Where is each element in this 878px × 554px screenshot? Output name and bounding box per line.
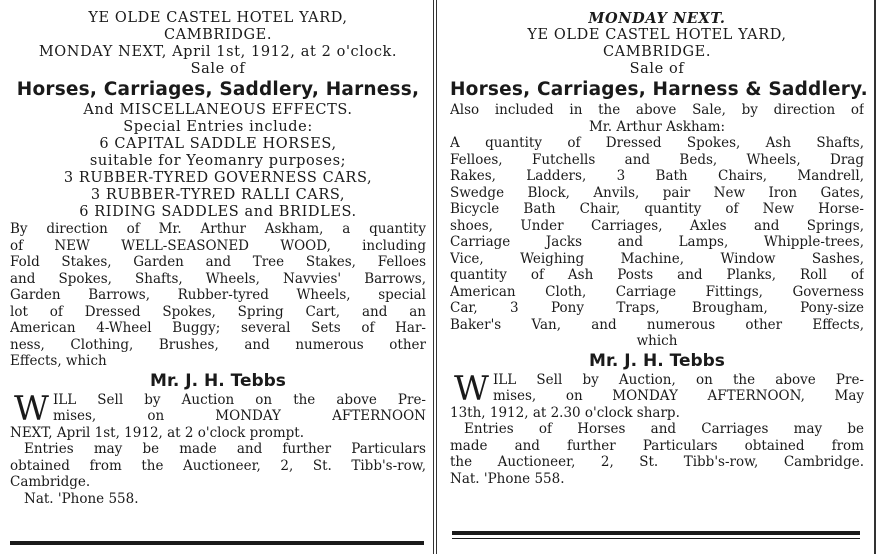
sell-line: 13th, 1912, at 2.30 o'clock sharp.: [450, 404, 680, 421]
note-line: made and further Particulars obtained from: [450, 437, 864, 454]
body-line: American 4-Wheel Buggy; several Sets of Har-: [10, 320, 426, 336]
right-border: [874, 0, 876, 554]
left-entry-item: 3 RUBBER-TYRED GOVERNESS CARS,: [63, 170, 373, 186]
body-line: Baker's Van, and numerous other Effects,: [450, 316, 864, 333]
sell-line: ILL Sell by Auction on the above Pre-: [52, 391, 426, 408]
left-entry-item: 6 RIDING SADDLES and BRIDLES.: [79, 204, 357, 220]
body-line: Vice, Weighing Machine, Window Sashes,: [450, 250, 864, 267]
note-line: Entries may be made and further Particulars: [24, 441, 426, 457]
body-line: Bicycle Bath Chair, quantity of New Horse-: [450, 201, 864, 217]
left-auctioneer-name: Mr. J. H. Tebbs: [150, 370, 286, 391]
body-line: lot of Dressed Spokes, Spring Cart, and an: [10, 303, 426, 320]
right-city: CAMBRIDGE.: [602, 44, 712, 60]
body-line: Carriage Jacks and Lamps, Whipple-trees,: [450, 234, 864, 250]
column-divider: [433, 0, 437, 554]
right-headline: Horses, Carriages, Harness & Saddlery.: [450, 79, 868, 100]
right-sale-of: Sale of: [629, 61, 685, 77]
left-entry-item: suitable for Yeomanry purposes;: [89, 153, 347, 169]
left-misc-effects: And MISCELLANEOUS EFFECTS.: [83, 102, 353, 118]
left-advertisement: [0, 0, 434, 554]
body-line: shoes, Under Carriages, Axles and Springs,: [450, 217, 864, 234]
left-phone: Nat. 'Phone 558.: [24, 490, 139, 507]
body-line: Swedge Block, Anvils, pair New Iron Gates,: [450, 184, 864, 201]
left-bottom-rule: [10, 541, 424, 545]
body-line: Garden Barrows, Rubber-tyred Wheels, special: [10, 287, 426, 303]
left-body-text: [10, 221, 426, 370]
right-bottom-rule: [452, 531, 860, 535]
right-askham: Mr. Arthur Askham:: [588, 118, 726, 135]
right-auctioneer-name: Mr. J. H. Tebbs: [589, 350, 725, 371]
left-dropcap: W: [14, 388, 49, 429]
sell-line: ILL Sell by Auction, on the above Pre-: [492, 371, 864, 388]
body-line: American Cloth, Carriage Fittings, Governess: [450, 283, 864, 300]
right-venue: YE OLDE CASTEL HOTEL YARD,: [527, 27, 787, 43]
body-line: A quantity of Dressed Spokes, Ash Shafts,: [450, 135, 864, 151]
body-line: Car, 3 Pony Traps, Brougham, Pony-size: [450, 300, 864, 316]
left-sale-of: Sale of: [190, 61, 246, 77]
note-line: Entries of Horses and Carriages may be: [464, 421, 864, 437]
left-entry-item: 3 RUBBER-TYRED RALLI CARS,: [90, 187, 346, 203]
body-line: By direction of Mr. Arthur Askham, a quantity: [10, 221, 426, 237]
sell-line: mises, on MONDAY AFTERNOON, May: [492, 388, 864, 404]
body-line: Effects, which: [10, 353, 107, 369]
left-city: CAMBRIDGE.: [163, 27, 273, 43]
body-line: which: [636, 333, 678, 349]
left-headline: Horses, Carriages, Saddlery, Harness,: [16, 79, 420, 100]
note-line: the Auctioneer, 2, St. Tibb's-row, Cambridge.: [450, 454, 864, 470]
left-special-entries: Special Entries include:: [123, 119, 313, 135]
right-also-included: Also included in the above Sale, by direction of: [450, 102, 864, 118]
right-phone: Nat. 'Phone 558.: [450, 470, 565, 487]
note-line: Cambridge.: [10, 474, 91, 490]
body-line: Rakes, Ladders, 3 Bath Chairs, Mandrell,: [450, 168, 864, 184]
right-bottom-thin-rule: [452, 538, 860, 539]
left-sell-notice: [10, 388, 426, 442]
body-line: quantity of Ash Posts and Planks, Roll of: [450, 267, 864, 283]
right-entries-note: [450, 421, 864, 471]
body-line: ness, Clothing, Brushes, and numerous other: [10, 336, 426, 353]
left-date-line: MONDAY NEXT, April 1st, 1912, at 2 o'clock.: [38, 44, 398, 60]
body-line: Fold Stakes, Garden and Tree Stakes, Felloes: [10, 254, 426, 270]
body-line: Felloes, Futchells and Beds, Wheels, Drag: [450, 151, 864, 168]
left-entries-note: [10, 441, 426, 491]
left-venue: YE OLDE CASTEL HOTEL YARD,: [88, 10, 348, 26]
right-body-text: [450, 135, 864, 350]
body-line: of NEW WELL-SEASONED WOOD, including: [10, 237, 426, 254]
right-sell-notice: [450, 368, 864, 422]
body-line: and Spokes, Shafts, Wheels, Navvies' Barrows,: [10, 270, 426, 287]
sell-line: NEXT, April 1st, 1912, at 2 o'clock prompt.: [10, 424, 305, 441]
right-dropcap: W: [454, 368, 489, 409]
right-advertisement: [440, 0, 878, 554]
left-entry-item: 6 CAPITAL SADDLE HORSES,: [99, 136, 337, 152]
sell-line: mises, on MONDAY AFTERNOON: [52, 408, 426, 424]
note-line: obtained from the Auctioneer, 2, St. Tibb's-row,: [10, 457, 426, 474]
right-monday-next: MONDAY NEXT.: [588, 10, 726, 27]
